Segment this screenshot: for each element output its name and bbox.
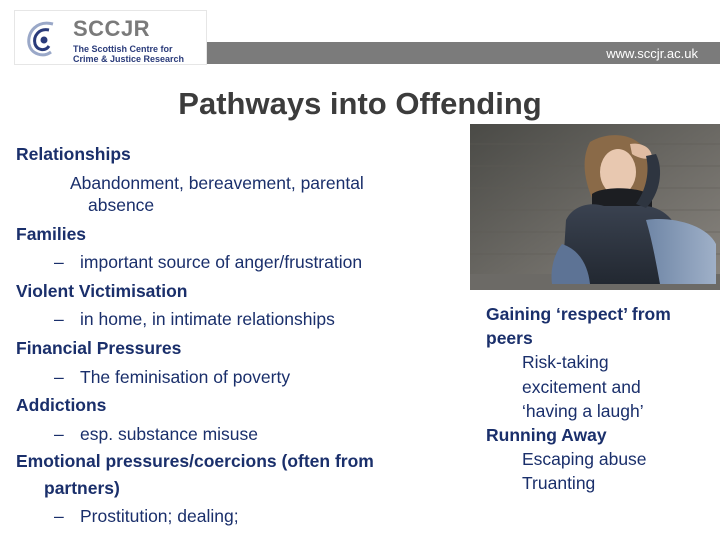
emotional-detail-text: Prostitution; dealing;: [80, 506, 239, 527]
header-bar: [207, 42, 720, 64]
risk-taking-line-3: ‘having a laugh’: [522, 400, 644, 421]
heading-financial-pressures: Financial Pressures: [16, 337, 182, 358]
heading-violent-victimisation: Violent Victimisation: [16, 280, 188, 301]
logo-abbreviation: SCCJR: [73, 16, 151, 41]
swirl-logo-icon: [23, 18, 65, 60]
heading-relationships: Relationships: [16, 144, 131, 164]
violent-detail-text: in home, in intimate relationships: [80, 309, 335, 330]
logo-full-name: [73, 44, 184, 64]
heading-gaining-respect-line-1: Gaining ‘respect’ from: [486, 304, 671, 324]
risk-taking-line-1: Risk-taking: [522, 352, 609, 373]
left-bullet-list: [16, 140, 456, 531]
risk-taking-line-2: excitement and: [522, 376, 641, 397]
sccjr-logo: [14, 10, 207, 65]
heading-emotional-pressures-line-1: Emotional pressures/coercions (often from: [16, 451, 374, 472]
addictions-detail-text: esp. substance misuse: [80, 423, 259, 444]
addictions-detail: [16, 420, 456, 449]
heading-emotional-pressures-line-2: partners): [44, 478, 120, 499]
heading-families: Families: [16, 223, 87, 244]
dash-bullet: –: [54, 506, 64, 527]
dash-bullet: –: [54, 252, 64, 273]
violent-detail: [16, 305, 456, 334]
distressed-girl-photo: [470, 124, 720, 290]
dash-bullet: –: [54, 423, 64, 444]
relationships-detail-line-2: absence: [88, 194, 155, 215]
truanting: Truanting: [522, 473, 596, 494]
financial-detail: [16, 363, 456, 392]
financial-detail-text: The feminisation of poverty: [80, 366, 291, 387]
website-url[interactable]: www.sccjr.ac.uk: [606, 46, 698, 61]
right-bullet-list: [486, 302, 716, 496]
photo-illustration: [470, 124, 720, 290]
relationships-detail-line-1: Abandonment, bereavement, parental: [70, 172, 364, 193]
families-detail: [16, 248, 456, 277]
dash-bullet: –: [54, 309, 64, 330]
emotional-detail: [16, 502, 456, 531]
escaping-abuse: Escaping abuse: [522, 449, 647, 470]
heading-gaining-respect-line-2: peers: [486, 328, 533, 349]
logo-name-line-2: Crime & Justice Research: [73, 54, 185, 64]
logo-name-line-1: The Scottish Centre for: [73, 44, 173, 54]
heading-running-away: Running Away: [486, 425, 607, 446]
slide-title: Pathways into Offending: [178, 86, 542, 121]
heading-addictions: Addictions: [16, 395, 107, 416]
families-detail-text: important source of anger/frustration: [80, 252, 363, 273]
dash-bullet: –: [54, 366, 64, 387]
